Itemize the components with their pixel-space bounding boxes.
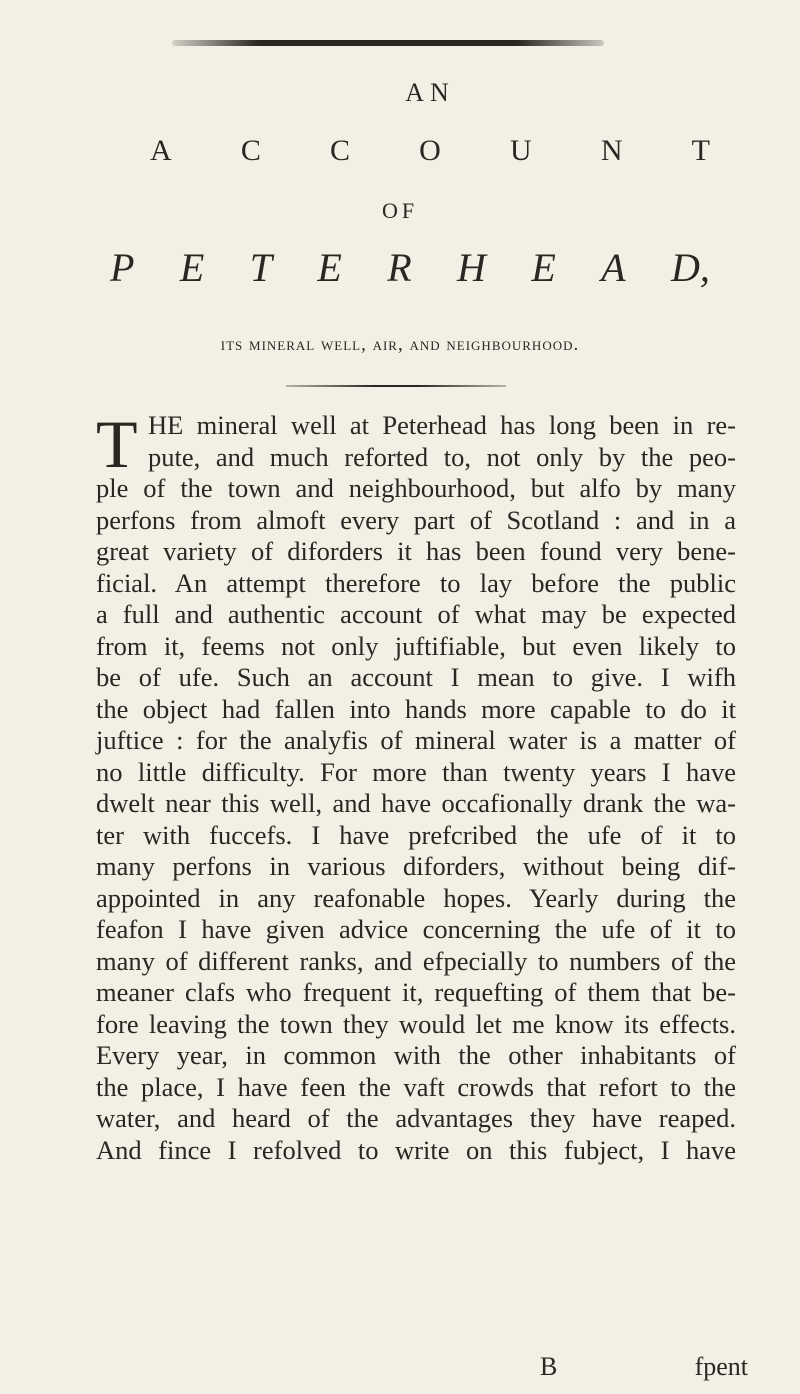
- title-place-letter: E: [179, 245, 205, 290]
- text-line: from it, feems not only juftifiable, but even likely to: [96, 630, 736, 661]
- title-place-letter: H: [457, 245, 486, 290]
- top-ornamental-rule: [172, 40, 604, 46]
- title-account-letter: N: [600, 134, 623, 167]
- title-account-letter: C: [330, 134, 351, 167]
- text-line: ter with fuccefs. I have prefcribed the ufe of it to: [96, 819, 736, 850]
- title-account-letter: A: [150, 134, 172, 167]
- text-line: Every year, in common with the other inhabitants of: [96, 1040, 736, 1070]
- title-place-letter: R: [387, 245, 412, 290]
- title-place-letter: E: [317, 245, 342, 290]
- title-an: AN: [405, 78, 455, 107]
- section-divider-rule: [286, 385, 506, 387]
- text-line: perfons from almoft every part of Scotland : and in a: [96, 504, 736, 535]
- text-line: many perfons in various diforders, without being dif-: [96, 851, 736, 881]
- text-line: pute, and much reforted to, not only by the peo-: [148, 441, 736, 472]
- text-line: feafon I have given advice concerning the ufe of it to: [96, 914, 736, 944]
- drop-cap: T: [96, 406, 138, 482]
- title-place-letter: T: [249, 245, 272, 290]
- title-account-letter: O: [419, 134, 441, 167]
- text-line: HE mineral well at Peterhead has long been in re-: [148, 410, 736, 440]
- subtitle: its mineral well, air, and neighbourhood.: [220, 334, 580, 355]
- title-place: [110, 244, 710, 291]
- catchword: fpent: [694, 1352, 748, 1381]
- text-line: ple of the town and neighbourhood, but alfo by many: [96, 473, 736, 503]
- page-footer: [96, 1352, 748, 1384]
- text-line: no little difficulty. For more than twenty years I have: [96, 756, 736, 787]
- text-line: the object had fallen into hands more capable to do it: [96, 693, 736, 724]
- text-line: juftice : for the analyfis of mineral water is a matter of: [96, 725, 736, 755]
- text-line: great variety of diforders it has been found very bene-: [96, 536, 736, 566]
- text-line: ficial. An attempt therefore to lay before the public: [96, 567, 736, 598]
- text-line: the place, I have feen the vaft crowds that refort to the: [96, 1071, 736, 1102]
- title-place-letter: P: [110, 245, 135, 290]
- signature-mark: B: [540, 1352, 558, 1381]
- text-line: And fince I refolved to write on this fubject, I have: [96, 1134, 736, 1165]
- text-line: water, and heard of the advantages they have reaped.: [96, 1103, 736, 1133]
- text-line: meaner clafs who frequent it, requefting of them that be-: [96, 977, 736, 1007]
- text-line: fore leaving the town they would let me know its effects.: [96, 1008, 736, 1039]
- text-line: a full and authentic account of what may be expected: [96, 599, 736, 629]
- text-line: many of different ranks, and efpecially to numbers of the: [96, 945, 736, 976]
- title-place-letter: E: [531, 245, 556, 290]
- title-place-letter: D,: [671, 245, 710, 290]
- text-line: be of ufe. Such an account I mean to give. I wifh: [96, 662, 736, 692]
- body-paragraph: [96, 406, 736, 1166]
- title-account-letter: U: [510, 134, 532, 167]
- title-account: [150, 134, 710, 168]
- title-account-letter: C: [240, 134, 261, 167]
- text-line: dwelt near this well, and have occafionally drank the wa-: [96, 788, 736, 818]
- text-line: appointed in any reafonable hopes. Yearly during the: [96, 882, 736, 913]
- title-place-letter: A: [601, 245, 626, 290]
- title-account-letter: T: [691, 134, 710, 167]
- title-of: OF: [381, 198, 419, 223]
